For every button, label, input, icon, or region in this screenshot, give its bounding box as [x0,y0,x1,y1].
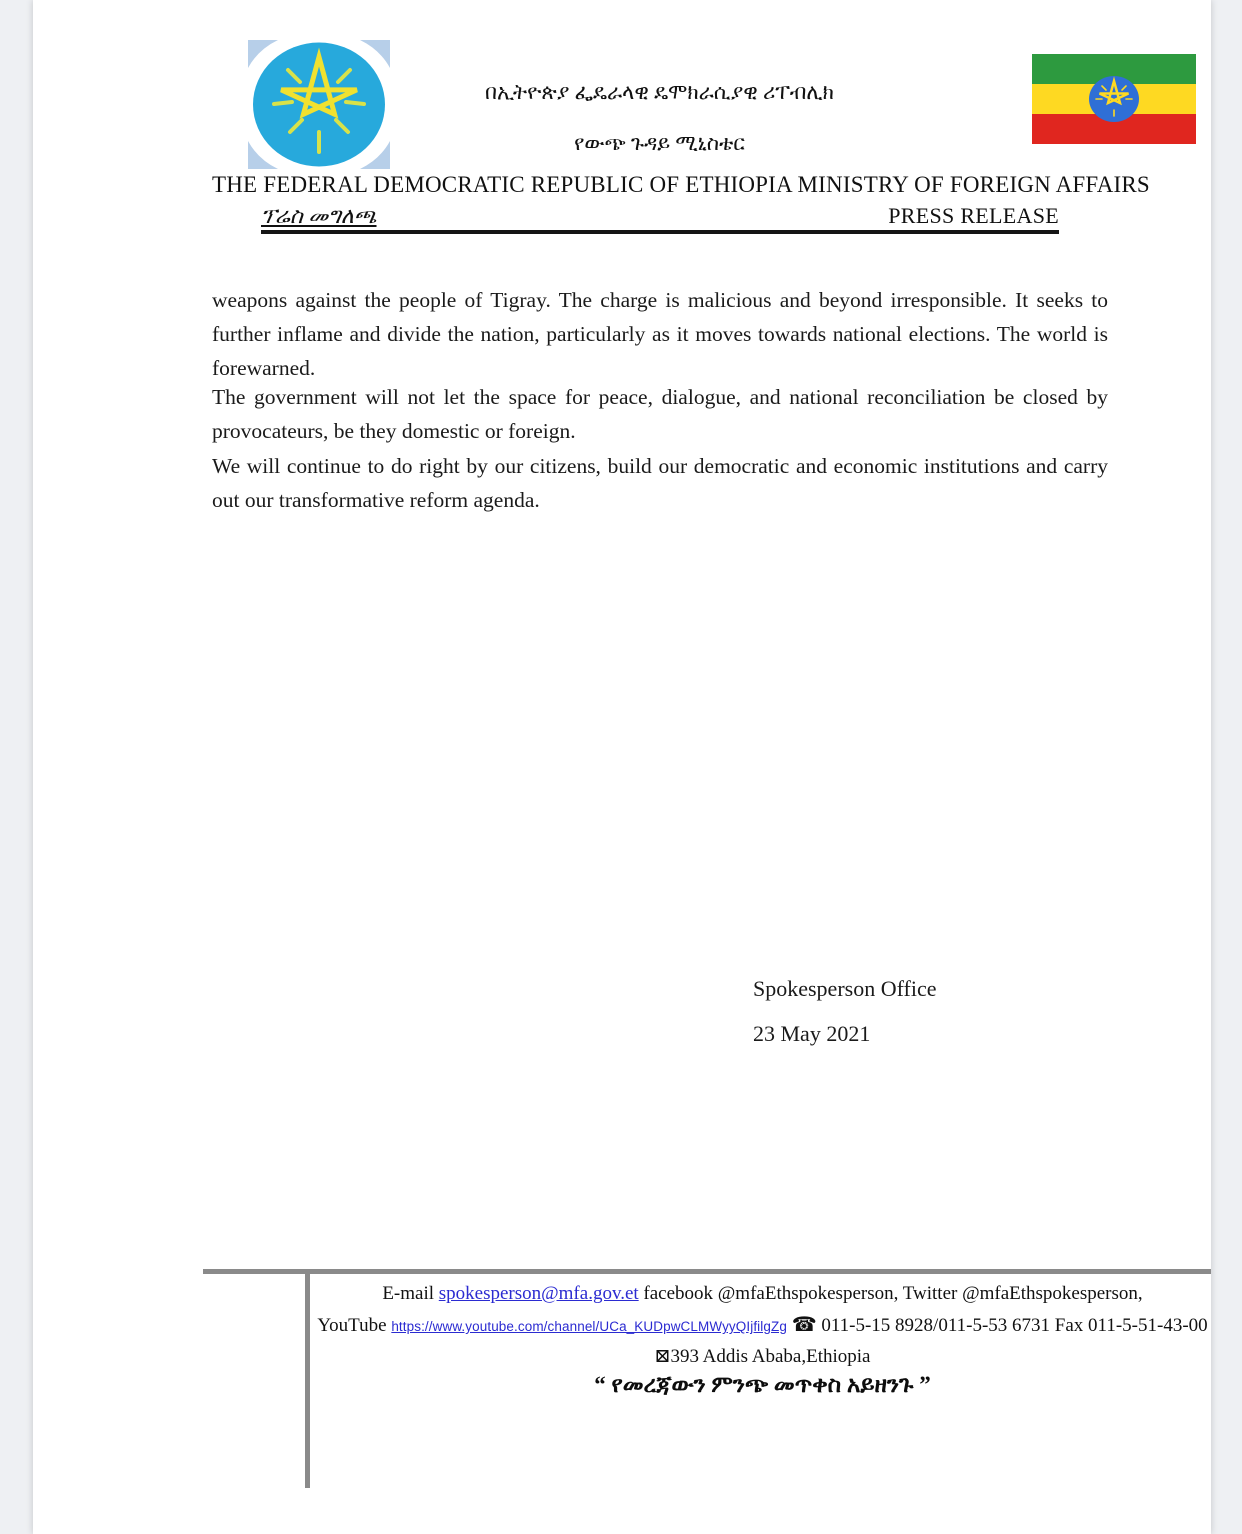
footer-amharic-quote: “ የመረጃውን ምንጭ መጥቀስ አይዘንጉ ” [594,1372,931,1397]
press-release-heading-row [261,203,1059,234]
phone-numbers-text: 011-5-15 8928/011-5-53 6731 Fax 011-5-51-43-00 [821,1315,1208,1336]
footer-line-address [316,1342,1209,1372]
email-link[interactable]: spokesperson@mfa.gov.et [438,1283,639,1304]
signature-date: 23 May 2021 [753,1021,871,1046]
address-text: 393 Addis Ababa,Ethiopia [670,1346,871,1367]
document-page [33,0,1211,1534]
press-release-english-label: PRESS RELEASE [888,203,1059,228]
document-title: THE FEDERAL DEMOCRATIC REPUBLIC OF ETHIOPIA MINISTRY OF FOREIGN AFFAIRS [212,172,1150,197]
body-paragraph-1: weapons against the people of Tigray. The charge is malicious and beyond irresponsible. It seeks to further inflame and divide the nation, particularly as it moves towards national elections. The world is forewarned. [212,288,1108,380]
footer-vertical-rule [305,1269,310,1488]
footer-line-youtube-phone [316,1309,1209,1342]
body-paragraph-3: We will continue to do right by our citizens, build our democratic and economic institutions and carry out our transformative reform agenda. [212,454,1108,512]
youtube-channel-link[interactable]: https://www.youtube.com/channel/UCa_KUDpwCLMWyyQIjfilgZg [391,1319,787,1334]
email-label: E-mail [382,1283,435,1304]
signature-office: Spokesperson Office [753,976,937,1001]
footer-horizontal-rule [203,1269,1211,1274]
body-paragraph-2: The government will not let the space for peace, dialogue, and national reconciliation be closed by provocateurs, be they domestic or foreign. [212,385,1108,443]
youtube-label: YouTube [317,1315,387,1336]
header-amharic-ministry: የውጭ ጉዳይ ሚኒስቴር [574,131,745,155]
header-amharic-republic: በኢትዮጵያ ፌዴራላዊ ዴሞክራሲያዊ ሪፐብሊክ [485,80,834,104]
social-handles-text: facebook @mfaEthspokesperson, Twitter @mfaEthspokesperson, [643,1283,1143,1304]
footer-contact-block [316,1279,1209,1372]
footer-line-email-social [316,1279,1209,1309]
envelope-icon: ⊠ [654,1346,671,1367]
press-release-amharic-label: ፕሬስ መግለጫ [261,203,377,228]
telephone-icon: ☎ [791,1312,817,1336]
